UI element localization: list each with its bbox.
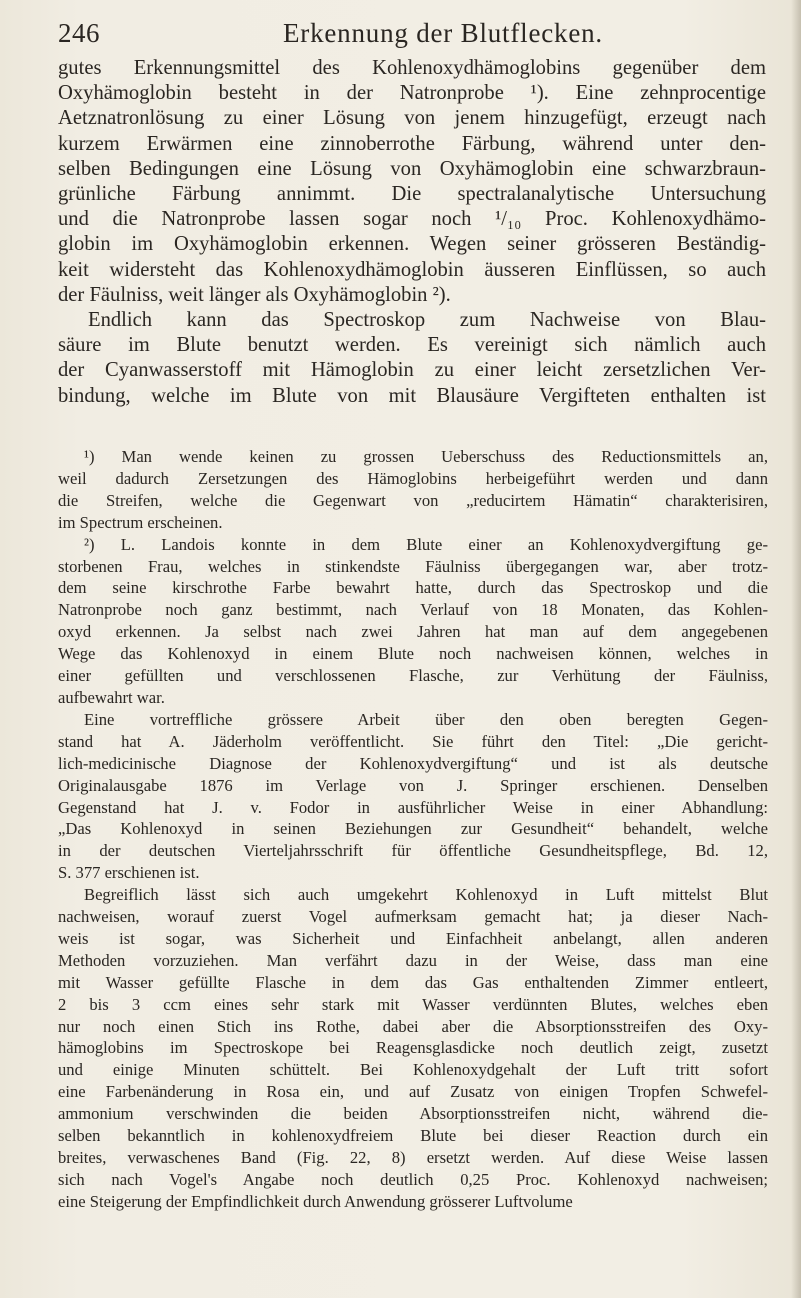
page-header <box>58 14 758 54</box>
footnote-line: mit Wasser gefüllte Flasche in dem das Gas enthaltenden Zimmer entleert, <box>58 972 768 992</box>
page-number: 246 <box>58 18 100 48</box>
footnote-line: 2 bis 3 ccm eines sehr stark mit Wasser verdünnten Blutes, welches eben <box>58 994 768 1014</box>
footnote-line: „Das Kohlenoxyd in seinen Beziehungen zur Gesundheit“ behandelt, welche <box>58 819 768 839</box>
text-line: Endlich kann das Spectroskop zum Nachweise von Blau- <box>88 309 766 332</box>
footnotes <box>58 446 768 1213</box>
footnote-line: weil dadurch Zersetzungen des Hämoglobins herbeigeführt werden und dann <box>58 468 768 488</box>
text-line: gutes Erkennungsmittel des Kohlenoxydhämoglobins gegenüber dem <box>58 57 766 79</box>
text-line: und die Natronprobe lassen sogar noch ¹/₁₀ Proc. Kohlenoxydhämo- <box>58 208 766 231</box>
running-head: Erkennung der Blutflecken. <box>283 18 603 48</box>
footnote-line: hämoglobins im Spectroskope bei Reagensglasdicke noch deutlich zeigt, zusetzt <box>58 1038 768 1058</box>
footnote-line: Begreiflich lässt sich auch umgekehrt Kohlenoxyd in Luft mittelst Blut <box>84 885 768 905</box>
main-text <box>58 56 766 409</box>
text-line: bindung, welche im Blute von mit Blausäure Vergifteten enthalten ist <box>58 384 766 407</box>
footnote-line: stand hat A. Jäderholm veröffentlicht. Sie führt den Titel: „Die gericht- <box>58 731 768 751</box>
footnote-line: dem seine kirschrothe Farbe bewahrt hatte, durch das Spectroskop und die <box>58 578 768 598</box>
footnote-line: eine Farbenänderung in Rosa ein, und auf Zusatz von einigen Tropfen Schwefel- <box>58 1082 768 1102</box>
footnote-line: eine Steigerung der Empfindlichkeit durch Anwendung grösserer Luftvolume <box>58 1191 573 1211</box>
text-line: der Cyanwasserstoff mit Hämoglobin zu einer leicht zersetzlichen Ver- <box>58 359 766 382</box>
footnote-line: Originalausgabe 1876 im Verlage von J. Springer erschienen. Denselben <box>58 775 768 795</box>
footnote-line: aufbewahrt war. <box>58 687 165 707</box>
footnote-line: ¹) Man wende keinen zu grossen Ueberschuss des Reductionsmittels an, <box>84 447 768 466</box>
text-line: der Fäulniss, weit länger als Oxyhämoglobin ²). <box>58 283 451 306</box>
footnote-line: S. 377 erschienen ist. <box>58 863 200 883</box>
footnote-line: Eine vortreffliche grössere Arbeit über den oben beregten Gegen- <box>84 709 768 729</box>
footnote-line: Wege das Kohlenoxyd in einem Blute noch nachweisen können, welches in <box>58 644 768 664</box>
text-line: Oxyhämoglobin besteht in der Natronprobe ¹). Eine zehnprocentige <box>58 82 766 105</box>
footnote-line: und einige Minuten schüttelt. Bei Kohlenoxydgehalt der Luft tritt sofort <box>58 1060 768 1080</box>
footnote-line: einer gefüllten und verschlossenen Flasche, zur Verhütung der Fäulniss, <box>58 666 768 686</box>
footnote-line: die Streifen, welche die Gegenwart von „reducirtem Hämatin“ charakterisiren, <box>58 490 768 510</box>
footnote-line: ammonium verschwinden die beiden Absorptionsstreifen nicht, während die- <box>58 1104 768 1124</box>
text-line: Aetznatronlösung zu einer Lösung von jenem hinzugefügt, erzeugt nach <box>58 107 766 130</box>
footnote-separator <box>58 438 198 439</box>
page-edge-shadow <box>791 0 801 1298</box>
footnote-line: weis ist sogar, was Sicherheit und Einfachheit anbelangt, allen anderen <box>58 928 768 948</box>
footnote-line: selben bekanntlich in kohlenoxydfreiem Blute bei dieser Reaction durch ein <box>58 1126 768 1146</box>
footnote-line: im Spectrum erscheinen. <box>58 512 223 532</box>
text-line: säure im Blute benutzt werden. Es vereinigt sich nämlich auch <box>58 334 766 357</box>
footnote-line: sich nach Vogel's Angabe noch deutlich 0,25 Proc. Kohlenoxyd nachweisen; <box>58 1169 768 1189</box>
footnote-line: nur noch einen Stich ins Rothe, dabei aber die Absorptionsstreifen des Oxy- <box>58 1016 768 1036</box>
text-line: grünliche Färbung annimmt. Die spectralanalytische Untersuchung <box>58 183 766 206</box>
footnote-line: breites, verwaschenes Band (Fig. 22, 8) ersetzt werden. Auf diese Weise lassen <box>58 1148 768 1167</box>
footnote-line: Methoden vorzuziehen. Man verfährt dazu in der Weise, dass man eine <box>58 950 768 970</box>
footnote-line: nachweisen, worauf zuerst Vogel aufmerksam gemacht hat; ja dieser Nach- <box>58 907 768 927</box>
footnote-line: oxyd erkennen. Ja selbst nach zwei Jahren hat man auf dem angegebenen <box>58 622 768 642</box>
footnote-line: Gegenstand hat J. v. Fodor in ausführlicher Weise in einer Abhandlung: <box>58 797 768 817</box>
text-line: globin im Oxyhämoglobin erkennen. Wegen seiner grösseren Beständig- <box>58 233 766 256</box>
text-line: kurzem Erwärmen eine zinnoberrothe Färbung, während unter den- <box>58 132 766 155</box>
text-line: selben Bedingungen eine Lösung von Oxyhämoglobin eine schwarzbraun- <box>58 157 766 180</box>
text-line: keit widersteht das Kohlenoxydhämoglobin äusseren Einflüssen, so auch <box>58 258 766 281</box>
footnote-line: ²) L. Landois konnte in dem Blute einer an Kohlenoxydvergiftung ge- <box>84 534 768 554</box>
footnote-line: in der deutschen Vierteljahrsschrift für öffentliche Gesundheitspflege, Bd. 12, <box>58 841 768 861</box>
footnote-line: storbenen Frau, welches in stinkendste Fäulniss übergegangen war, aber trotz- <box>58 556 768 576</box>
footnote-line: lich-medicinische Diagnose der Kohlenoxydvergiftung“ und ist als deutsche <box>58 753 768 773</box>
footnote-line: Natronprobe noch ganz bestimmt, nach Verlauf von 18 Monaten, das Kohlen- <box>58 600 768 620</box>
